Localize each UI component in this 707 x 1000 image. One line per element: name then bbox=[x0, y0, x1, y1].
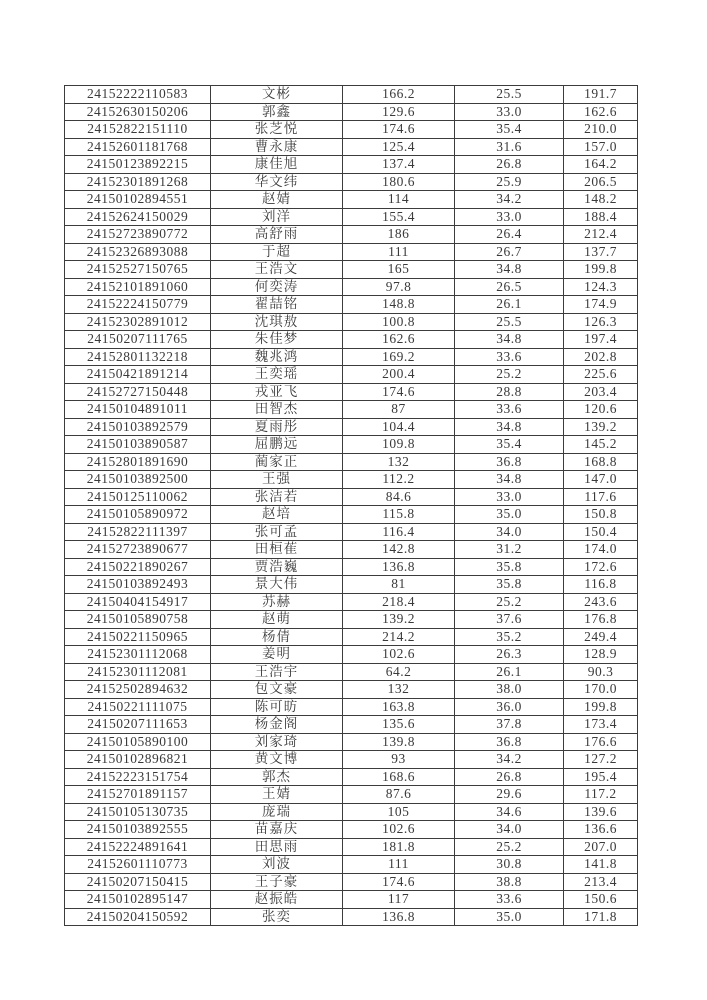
total-cell: 150.6 bbox=[564, 891, 638, 909]
score2-cell: 34.8 bbox=[455, 471, 564, 489]
total-cell: 202.8 bbox=[564, 348, 638, 366]
score2-cell: 34.2 bbox=[455, 751, 564, 769]
table-row bbox=[65, 121, 638, 139]
table-row bbox=[65, 348, 638, 366]
score1-cell: 162.6 bbox=[343, 331, 455, 349]
exam-id-cell: 24152801891690 bbox=[65, 453, 211, 471]
exam-id-cell: 24152224891641 bbox=[65, 838, 211, 856]
table-row bbox=[65, 208, 638, 226]
exam-id-cell: 24152301112081 bbox=[65, 663, 211, 681]
table-row bbox=[65, 383, 638, 401]
total-cell: 197.4 bbox=[564, 331, 638, 349]
exam-id-cell: 24152301112068 bbox=[65, 646, 211, 664]
score1-cell: 165 bbox=[343, 261, 455, 279]
name-cell: 苏赫 bbox=[211, 593, 343, 611]
score1-cell: 102.6 bbox=[343, 821, 455, 839]
score2-cell: 29.6 bbox=[455, 786, 564, 804]
exam-id-cell: 24150207150415 bbox=[65, 873, 211, 891]
total-cell: 168.8 bbox=[564, 453, 638, 471]
score2-cell: 33.6 bbox=[455, 348, 564, 366]
score1-cell: 64.2 bbox=[343, 663, 455, 681]
total-cell: 195.4 bbox=[564, 768, 638, 786]
exam-id-cell: 24152527150765 bbox=[65, 261, 211, 279]
score1-cell: 135.6 bbox=[343, 716, 455, 734]
score1-cell: 105 bbox=[343, 803, 455, 821]
name-cell: 于超 bbox=[211, 243, 343, 261]
score1-cell: 132 bbox=[343, 681, 455, 699]
total-cell: 116.8 bbox=[564, 576, 638, 594]
name-cell: 戎亚飞 bbox=[211, 383, 343, 401]
table-row bbox=[65, 628, 638, 646]
name-cell: 王子豪 bbox=[211, 873, 343, 891]
score1-cell: 137.4 bbox=[343, 156, 455, 174]
score2-cell: 36.8 bbox=[455, 453, 564, 471]
total-cell: 124.3 bbox=[564, 278, 638, 296]
name-cell: 王浩文 bbox=[211, 261, 343, 279]
exam-id-cell: 24150105890100 bbox=[65, 733, 211, 751]
score1-cell: 93 bbox=[343, 751, 455, 769]
exam-id-cell: 24152624150029 bbox=[65, 208, 211, 226]
score1-cell: 84.6 bbox=[343, 488, 455, 506]
name-cell: 屈鹏远 bbox=[211, 436, 343, 454]
exam-id-cell: 24152723890677 bbox=[65, 541, 211, 559]
table-row bbox=[65, 611, 638, 629]
total-cell: 139.6 bbox=[564, 803, 638, 821]
name-cell: 华文纬 bbox=[211, 173, 343, 191]
exam-id-cell: 24152223151754 bbox=[65, 768, 211, 786]
exam-id-cell: 24152727150448 bbox=[65, 383, 211, 401]
exam-id-cell: 24150103892493 bbox=[65, 576, 211, 594]
name-cell: 张可孟 bbox=[211, 523, 343, 541]
table-row bbox=[65, 331, 638, 349]
score1-cell: 155.4 bbox=[343, 208, 455, 226]
name-cell: 文彬 bbox=[211, 86, 343, 104]
exam-id-cell: 24152301891268 bbox=[65, 173, 211, 191]
exam-id-cell: 24150105890972 bbox=[65, 506, 211, 524]
exam-id-cell: 24152701891157 bbox=[65, 786, 211, 804]
table-row bbox=[65, 716, 638, 734]
total-cell: 188.4 bbox=[564, 208, 638, 226]
score1-cell: 174.6 bbox=[343, 873, 455, 891]
exam-id-cell: 24150104891011 bbox=[65, 401, 211, 419]
score1-cell: 163.8 bbox=[343, 698, 455, 716]
score2-cell: 34.6 bbox=[455, 803, 564, 821]
table-row bbox=[65, 401, 638, 419]
total-cell: 126.3 bbox=[564, 313, 638, 331]
score1-cell: 116.4 bbox=[343, 523, 455, 541]
score2-cell: 37.8 bbox=[455, 716, 564, 734]
total-cell: 207.0 bbox=[564, 838, 638, 856]
name-cell: 田桓萑 bbox=[211, 541, 343, 559]
table-row bbox=[65, 488, 638, 506]
name-cell: 贾浩巍 bbox=[211, 558, 343, 576]
score1-cell: 100.8 bbox=[343, 313, 455, 331]
table-row bbox=[65, 103, 638, 121]
table-row bbox=[65, 436, 638, 454]
table-row bbox=[65, 191, 638, 209]
total-cell: 117.2 bbox=[564, 786, 638, 804]
score1-cell: 109.8 bbox=[343, 436, 455, 454]
total-cell: 172.6 bbox=[564, 558, 638, 576]
table-row bbox=[65, 471, 638, 489]
exam-id-cell: 24152302891012 bbox=[65, 313, 211, 331]
score1-cell: 114 bbox=[343, 191, 455, 209]
score1-cell: 218.4 bbox=[343, 593, 455, 611]
table-row bbox=[65, 576, 638, 594]
score1-cell: 81 bbox=[343, 576, 455, 594]
score1-cell: 169.2 bbox=[343, 348, 455, 366]
table-row bbox=[65, 646, 638, 664]
table-row bbox=[65, 908, 638, 926]
score2-cell: 25.9 bbox=[455, 173, 564, 191]
exam-id-cell: 24150105890758 bbox=[65, 611, 211, 629]
name-cell: 王强 bbox=[211, 471, 343, 489]
table-row bbox=[65, 453, 638, 471]
score2-cell: 35.8 bbox=[455, 558, 564, 576]
name-cell: 张芝悦 bbox=[211, 121, 343, 139]
total-cell: 137.7 bbox=[564, 243, 638, 261]
score1-cell: 166.2 bbox=[343, 86, 455, 104]
name-cell: 康佳旭 bbox=[211, 156, 343, 174]
score2-cell: 26.5 bbox=[455, 278, 564, 296]
name-cell: 赵培 bbox=[211, 506, 343, 524]
exam-id-cell: 24152502894632 bbox=[65, 681, 211, 699]
score1-cell: 97.8 bbox=[343, 278, 455, 296]
table-row bbox=[65, 803, 638, 821]
exam-id-cell: 24150221111075 bbox=[65, 698, 211, 716]
table-row bbox=[65, 226, 638, 244]
exam-id-cell: 24152101891060 bbox=[65, 278, 211, 296]
score2-cell: 26.3 bbox=[455, 646, 564, 664]
score1-cell: 181.8 bbox=[343, 838, 455, 856]
score1-cell: 132 bbox=[343, 453, 455, 471]
score1-cell: 139.2 bbox=[343, 611, 455, 629]
total-cell: 90.3 bbox=[564, 663, 638, 681]
score2-cell: 34.8 bbox=[455, 261, 564, 279]
score1-cell: 87.6 bbox=[343, 786, 455, 804]
name-cell: 朱佳梦 bbox=[211, 331, 343, 349]
score1-cell: 174.6 bbox=[343, 121, 455, 139]
name-cell: 张奕 bbox=[211, 908, 343, 926]
score2-cell: 34.0 bbox=[455, 523, 564, 541]
total-cell: 117.6 bbox=[564, 488, 638, 506]
exam-id-cell: 24150103892500 bbox=[65, 471, 211, 489]
table-row bbox=[65, 663, 638, 681]
name-cell: 翟喆铭 bbox=[211, 296, 343, 314]
total-cell: 210.0 bbox=[564, 121, 638, 139]
name-cell: 郭杰 bbox=[211, 768, 343, 786]
name-cell: 景大伟 bbox=[211, 576, 343, 594]
total-cell: 141.8 bbox=[564, 856, 638, 874]
score1-cell: 142.8 bbox=[343, 541, 455, 559]
total-cell: 199.8 bbox=[564, 698, 638, 716]
total-cell: 150.4 bbox=[564, 523, 638, 541]
table-row bbox=[65, 523, 638, 541]
table-row bbox=[65, 891, 638, 909]
score1-cell: 136.8 bbox=[343, 558, 455, 576]
total-cell: 212.4 bbox=[564, 226, 638, 244]
score2-cell: 26.8 bbox=[455, 768, 564, 786]
total-cell: 139.2 bbox=[564, 418, 638, 436]
name-cell: 包文豪 bbox=[211, 681, 343, 699]
table-row bbox=[65, 173, 638, 191]
score1-cell: 117 bbox=[343, 891, 455, 909]
name-cell: 郭鑫 bbox=[211, 103, 343, 121]
exam-id-cell: 24150204150592 bbox=[65, 908, 211, 926]
name-cell: 何奕涛 bbox=[211, 278, 343, 296]
score2-cell: 34.8 bbox=[455, 331, 564, 349]
score1-cell: 186 bbox=[343, 226, 455, 244]
exam-id-cell: 24152723890772 bbox=[65, 226, 211, 244]
score2-cell: 26.4 bbox=[455, 226, 564, 244]
score2-cell: 26.1 bbox=[455, 296, 564, 314]
name-cell: 田智杰 bbox=[211, 401, 343, 419]
score-table-body bbox=[65, 86, 638, 926]
total-cell: 176.8 bbox=[564, 611, 638, 629]
score2-cell: 37.6 bbox=[455, 611, 564, 629]
score2-cell: 36.8 bbox=[455, 733, 564, 751]
exam-id-cell: 24152222110583 bbox=[65, 86, 211, 104]
name-cell: 曹永康 bbox=[211, 138, 343, 156]
exam-id-cell: 24152601110773 bbox=[65, 856, 211, 874]
score2-cell: 38.8 bbox=[455, 873, 564, 891]
score2-cell: 33.6 bbox=[455, 891, 564, 909]
total-cell: 243.6 bbox=[564, 593, 638, 611]
score2-cell: 26.1 bbox=[455, 663, 564, 681]
name-cell: 杨倩 bbox=[211, 628, 343, 646]
table-row bbox=[65, 506, 638, 524]
score2-cell: 31.6 bbox=[455, 138, 564, 156]
score2-cell: 34.2 bbox=[455, 191, 564, 209]
name-cell: 姜明 bbox=[211, 646, 343, 664]
total-cell: 162.6 bbox=[564, 103, 638, 121]
score2-cell: 26.8 bbox=[455, 156, 564, 174]
score2-cell: 33.0 bbox=[455, 488, 564, 506]
table-row bbox=[65, 768, 638, 786]
score2-cell: 36.0 bbox=[455, 698, 564, 716]
name-cell: 刘家琦 bbox=[211, 733, 343, 751]
exam-id-cell: 24150207111653 bbox=[65, 716, 211, 734]
score1-cell: 115.8 bbox=[343, 506, 455, 524]
exam-id-cell: 24150125110062 bbox=[65, 488, 211, 506]
score1-cell: 139.8 bbox=[343, 733, 455, 751]
score1-cell: 87 bbox=[343, 401, 455, 419]
score2-cell: 25.2 bbox=[455, 593, 564, 611]
name-cell: 张洁若 bbox=[211, 488, 343, 506]
exam-id-cell: 24152801132218 bbox=[65, 348, 211, 366]
table-row bbox=[65, 751, 638, 769]
total-cell: 213.4 bbox=[564, 873, 638, 891]
score1-cell: 125.4 bbox=[343, 138, 455, 156]
exam-id-cell: 24150221890267 bbox=[65, 558, 211, 576]
name-cell: 王奕瑶 bbox=[211, 366, 343, 384]
total-cell: 150.8 bbox=[564, 506, 638, 524]
table-row bbox=[65, 821, 638, 839]
table-row bbox=[65, 786, 638, 804]
score2-cell: 35.4 bbox=[455, 121, 564, 139]
score1-cell: 148.8 bbox=[343, 296, 455, 314]
score2-cell: 31.2 bbox=[455, 541, 564, 559]
table-row bbox=[65, 541, 638, 559]
exam-id-cell: 24152822111397 bbox=[65, 523, 211, 541]
exam-id-cell: 24150123892215 bbox=[65, 156, 211, 174]
table-row bbox=[65, 156, 638, 174]
score1-cell: 111 bbox=[343, 856, 455, 874]
name-cell: 夏雨彤 bbox=[211, 418, 343, 436]
table-row bbox=[65, 698, 638, 716]
name-cell: 陈可昉 bbox=[211, 698, 343, 716]
total-cell: 157.0 bbox=[564, 138, 638, 156]
score2-cell: 35.0 bbox=[455, 506, 564, 524]
name-cell: 蔺家正 bbox=[211, 453, 343, 471]
exam-id-cell: 24152224150779 bbox=[65, 296, 211, 314]
total-cell: 174.0 bbox=[564, 541, 638, 559]
table-row bbox=[65, 733, 638, 751]
score2-cell: 38.0 bbox=[455, 681, 564, 699]
exam-id-cell: 24152326893088 bbox=[65, 243, 211, 261]
score1-cell: 174.6 bbox=[343, 383, 455, 401]
exam-id-cell: 24150102895147 bbox=[65, 891, 211, 909]
score2-cell: 30.8 bbox=[455, 856, 564, 874]
exam-id-cell: 24150103892555 bbox=[65, 821, 211, 839]
table-row bbox=[65, 873, 638, 891]
score1-cell: 200.4 bbox=[343, 366, 455, 384]
table-row bbox=[65, 366, 638, 384]
exam-id-cell: 24152630150206 bbox=[65, 103, 211, 121]
name-cell: 黄文博 bbox=[211, 751, 343, 769]
name-cell: 苗嘉庆 bbox=[211, 821, 343, 839]
score2-cell: 34.0 bbox=[455, 821, 564, 839]
score2-cell: 35.8 bbox=[455, 576, 564, 594]
exam-id-cell: 24152822151110 bbox=[65, 121, 211, 139]
table-row bbox=[65, 243, 638, 261]
name-cell: 王婧 bbox=[211, 786, 343, 804]
table-row bbox=[65, 558, 638, 576]
table-row bbox=[65, 856, 638, 874]
exam-id-cell: 24150105130735 bbox=[65, 803, 211, 821]
table-row bbox=[65, 138, 638, 156]
name-cell: 沈琪敖 bbox=[211, 313, 343, 331]
name-cell: 刘洋 bbox=[211, 208, 343, 226]
score2-cell: 25.2 bbox=[455, 838, 564, 856]
exam-id-cell: 24150102894551 bbox=[65, 191, 211, 209]
total-cell: 225.6 bbox=[564, 366, 638, 384]
name-cell: 庞瑞 bbox=[211, 803, 343, 821]
score2-cell: 33.0 bbox=[455, 103, 564, 121]
table-row bbox=[65, 261, 638, 279]
total-cell: 136.6 bbox=[564, 821, 638, 839]
table-row bbox=[65, 86, 638, 104]
total-cell: 145.2 bbox=[564, 436, 638, 454]
score1-cell: 104.4 bbox=[343, 418, 455, 436]
exam-id-cell: 24150103890587 bbox=[65, 436, 211, 454]
exam-id-cell: 24150421891214 bbox=[65, 366, 211, 384]
name-cell: 赵振皓 bbox=[211, 891, 343, 909]
name-cell: 魏兆鸿 bbox=[211, 348, 343, 366]
exam-id-cell: 24150102896821 bbox=[65, 751, 211, 769]
score-table bbox=[64, 85, 638, 926]
name-cell: 杨金阁 bbox=[211, 716, 343, 734]
table-row bbox=[65, 418, 638, 436]
total-cell: 173.4 bbox=[564, 716, 638, 734]
total-cell: 170.0 bbox=[564, 681, 638, 699]
total-cell: 203.4 bbox=[564, 383, 638, 401]
score2-cell: 33.0 bbox=[455, 208, 564, 226]
exam-id-cell: 24150221150965 bbox=[65, 628, 211, 646]
table-row bbox=[65, 593, 638, 611]
name-cell: 王浩宇 bbox=[211, 663, 343, 681]
total-cell: 128.9 bbox=[564, 646, 638, 664]
name-cell: 赵婧 bbox=[211, 191, 343, 209]
total-cell: 174.9 bbox=[564, 296, 638, 314]
table-row bbox=[65, 278, 638, 296]
score2-cell: 35.2 bbox=[455, 628, 564, 646]
total-cell: 249.4 bbox=[564, 628, 638, 646]
score1-cell: 180.6 bbox=[343, 173, 455, 191]
exam-id-cell: 24152601181768 bbox=[65, 138, 211, 156]
total-cell: 206.5 bbox=[564, 173, 638, 191]
score2-cell: 33.6 bbox=[455, 401, 564, 419]
exam-id-cell: 24150103892579 bbox=[65, 418, 211, 436]
table-row bbox=[65, 838, 638, 856]
score2-cell: 34.8 bbox=[455, 418, 564, 436]
name-cell: 田思雨 bbox=[211, 838, 343, 856]
total-cell: 164.2 bbox=[564, 156, 638, 174]
score2-cell: 25.5 bbox=[455, 313, 564, 331]
total-cell: 120.6 bbox=[564, 401, 638, 419]
score1-cell: 214.2 bbox=[343, 628, 455, 646]
score1-cell: 168.6 bbox=[343, 768, 455, 786]
table-row bbox=[65, 681, 638, 699]
name-cell: 赵萌 bbox=[211, 611, 343, 629]
score2-cell: 26.7 bbox=[455, 243, 564, 261]
score2-cell: 35.0 bbox=[455, 908, 564, 926]
exam-id-cell: 24150404154917 bbox=[65, 593, 211, 611]
name-cell: 刘波 bbox=[211, 856, 343, 874]
total-cell: 127.2 bbox=[564, 751, 638, 769]
score2-cell: 25.2 bbox=[455, 366, 564, 384]
score2-cell: 35.4 bbox=[455, 436, 564, 454]
exam-id-cell: 24150207111765 bbox=[65, 331, 211, 349]
total-cell: 176.6 bbox=[564, 733, 638, 751]
score1-cell: 112.2 bbox=[343, 471, 455, 489]
table-row bbox=[65, 313, 638, 331]
score1-cell: 111 bbox=[343, 243, 455, 261]
name-cell: 高舒雨 bbox=[211, 226, 343, 244]
score1-cell: 129.6 bbox=[343, 103, 455, 121]
total-cell: 199.8 bbox=[564, 261, 638, 279]
table-row bbox=[65, 296, 638, 314]
score1-cell: 136.8 bbox=[343, 908, 455, 926]
total-cell: 171.8 bbox=[564, 908, 638, 926]
total-cell: 147.0 bbox=[564, 471, 638, 489]
total-cell: 148.2 bbox=[564, 191, 638, 209]
score2-cell: 25.5 bbox=[455, 86, 564, 104]
total-cell: 191.7 bbox=[564, 86, 638, 104]
score1-cell: 102.6 bbox=[343, 646, 455, 664]
score2-cell: 28.8 bbox=[455, 383, 564, 401]
